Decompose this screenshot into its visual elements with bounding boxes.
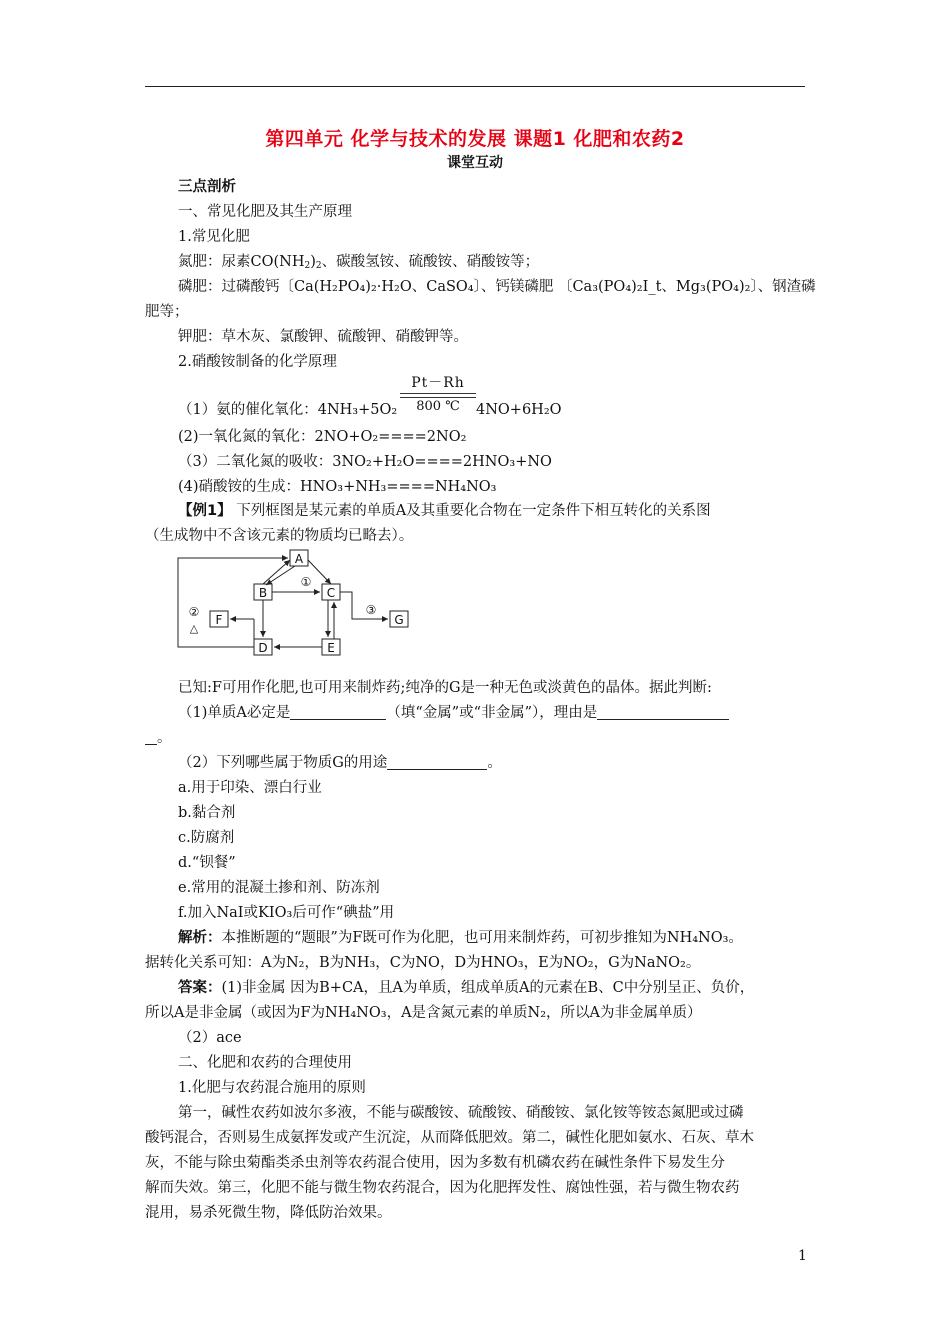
conversion-diagram xyxy=(176,548,416,663)
paragraph-line-5: 混用，易杀死微生物，降低防治效果。 xyxy=(145,1205,392,1221)
example-line-1 xyxy=(178,502,711,520)
answer-line-2: 所以A是非金属（或因为F为NH₄NO₃，A是含氮元素的单质N₂，所以A为非金属单质） xyxy=(145,1005,702,1021)
q1-blank-1[interactable] xyxy=(290,705,386,720)
label-g: G xyxy=(394,613,404,627)
q1-text-c: 。 xyxy=(157,730,172,746)
paragraph-line-4: 解而失效。第三，化肥不能与微生物农药混合，因为化肥挥发性、腐蚀性强，若与微生物农药 xyxy=(145,1180,740,1196)
phosphate-line-2: 肥等； xyxy=(145,304,189,320)
label-step-2: ② xyxy=(188,605,200,619)
reaction-1-post: 4NO+6H₂O xyxy=(476,402,562,418)
answer-label: 答案： xyxy=(178,980,222,996)
label-d: D xyxy=(258,641,268,655)
page-subtitle: 课堂互动 xyxy=(447,155,503,171)
part1-sub2: 2.硝酸铵制备的化学原理 xyxy=(178,354,337,370)
label-step-1: ① xyxy=(300,575,312,589)
label-f: F xyxy=(215,613,223,627)
q2-text-b: 。 xyxy=(487,755,502,771)
analysis-label: 解析： xyxy=(178,930,222,946)
nitrogen-fertilizer-line: 氮肥：尿素$CO(NH_2)_2$、碳酸氢铵、硫酸铵、硝酸铵等； xyxy=(178,254,540,271)
example-tag: 【例1】 xyxy=(178,503,232,519)
reaction-2: (2)一氧化氮的氧化：2NO+O₂====2NO₂ xyxy=(178,429,467,445)
label-heat: △ xyxy=(189,622,199,635)
reaction-4: (4)硝酸铵的生成：HNO₃+NH₃====NH₄NO₃ xyxy=(178,479,497,495)
section-heading: 三点剖析 xyxy=(178,179,236,195)
label-b: B xyxy=(258,586,268,600)
reaction-condition xyxy=(400,372,476,414)
paragraph-line-3: 灰，不能与除虫菊酯类杀虫剂等农药混合使用，因为多数有机磷农药在碱性条件下易发生分 xyxy=(145,1155,725,1171)
q1-blank-2[interactable] xyxy=(597,705,729,720)
example-line-2: （生成物中不含该元素的物质均已略去）。 xyxy=(145,528,414,544)
question-1-cont xyxy=(145,729,172,747)
question-1-line xyxy=(178,704,729,722)
part2-heading: 二、化肥和农药的合理使用 xyxy=(178,1055,352,1071)
example-text-1: 下列框图是某元素的单质A及其重要化合物在一定条件下相互转化的关系图 xyxy=(231,503,711,519)
reaction-1-pre: （1）氨的催化氧化：4NH₃+5O₂ xyxy=(178,402,398,418)
nitrogen-pre: 氮肥：尿素CO(NH xyxy=(178,254,305,270)
potash-line: 钾肥：草木灰、氯酸钾、硫酸钾、硝酸钾等。 xyxy=(178,329,468,345)
label-c: C xyxy=(326,586,336,600)
option-d: d.“钡餐” xyxy=(178,855,236,871)
answer-line-1 xyxy=(178,979,754,997)
analysis-line-1 xyxy=(178,929,743,947)
q2-blank[interactable] xyxy=(387,755,487,770)
q1-text-b: （填“金属”或“非金属”），理由是 xyxy=(386,705,598,721)
arrow-c-g xyxy=(340,592,388,619)
condition-temp: 800 ℃ xyxy=(416,399,460,414)
part1-heading: 一、常见化肥及其生产原理 xyxy=(178,204,352,220)
option-b: b.黏合剂 xyxy=(178,805,236,821)
q2-text-a: （2）下列哪些属于物质G的用途 xyxy=(178,755,388,771)
label-a: A xyxy=(294,552,304,566)
part1-sub1: 1.常见化肥 xyxy=(178,229,250,245)
paragraph-line-2: 酸钙混合，否则易生成氨挥发或产生沉淀，从而降低肥效。第二，碱性化肥如氨水、石灰、草木 xyxy=(145,1130,754,1146)
answer-text-1: (1)非金属 因为B+CA，且A为单质，组成单质A的元素在B、C中分别呈正、负价， xyxy=(221,980,755,996)
phosphate-line-1: 磷肥：过磷酸钙〔Ca(H₂PO₄)₂·H₂O、CaSO₄〕、钙镁磷肥 〔Ca₃(PO₄)₂I_t、Mg₃(PO₄)₂〕、钢渣磷 xyxy=(178,279,816,295)
nitrogen-post: 、碳酸氢铵、硫酸铵、硝酸铵等； xyxy=(321,254,540,270)
option-e: e.常用的混凝土掺和剂、防冻剂 xyxy=(178,880,380,896)
label-e: E xyxy=(327,641,335,655)
answer-2: （2）ace xyxy=(178,1030,242,1046)
option-a: a.用于印染、漂白行业 xyxy=(178,780,322,796)
option-f: f.加入NaI或KIO₃后可作“碘盐”用 xyxy=(178,905,395,921)
header-rule xyxy=(145,86,805,87)
part2-sub1: 1.化肥与农药混合施用的原则 xyxy=(178,1080,366,1096)
condition-arrow xyxy=(400,393,476,398)
option-c: c.防腐剂 xyxy=(178,830,235,846)
arrow-a-c xyxy=(308,560,331,584)
paragraph-line-1: 第一，碱性农药如波尔多液，不能与碳酸铵、硫酸铵、硝酸铵、氯化铵等铵态氮肥或过磷 xyxy=(178,1105,744,1121)
page-title: 第四单元 化学与技术的发展 课题1 化肥和农药2 xyxy=(265,128,685,150)
label-step-3: ③ xyxy=(365,603,377,617)
condition-catalyst: Pt－Rh xyxy=(411,375,465,391)
known-line: 已知:F可用作化肥,也可用来制炸药;纯净的G是一种无色或淡黄色的晶体。据此判断: xyxy=(178,680,712,696)
reaction-3: （3）二氧化氮的吸收：3NO₂+H₂O====2HNO₃+NO xyxy=(178,454,552,470)
q1-text-a: （1)单质A必定是 xyxy=(178,705,291,721)
analysis-text-1: 本推断题的“题眼”为F既可作为化肥，也可用来制炸药，可初步推知为NH₄NO₃。 xyxy=(221,930,743,946)
page-number: 1 xyxy=(798,1248,807,1264)
analysis-line-2: 据转化关系可知：A为N₂，B为NH₃，C为NO，D为HNO₃，E为NO₂，G为NaNO₂。 xyxy=(145,955,701,971)
q1-blank-2-cont[interactable] xyxy=(145,730,157,745)
question-2-line xyxy=(178,754,502,772)
